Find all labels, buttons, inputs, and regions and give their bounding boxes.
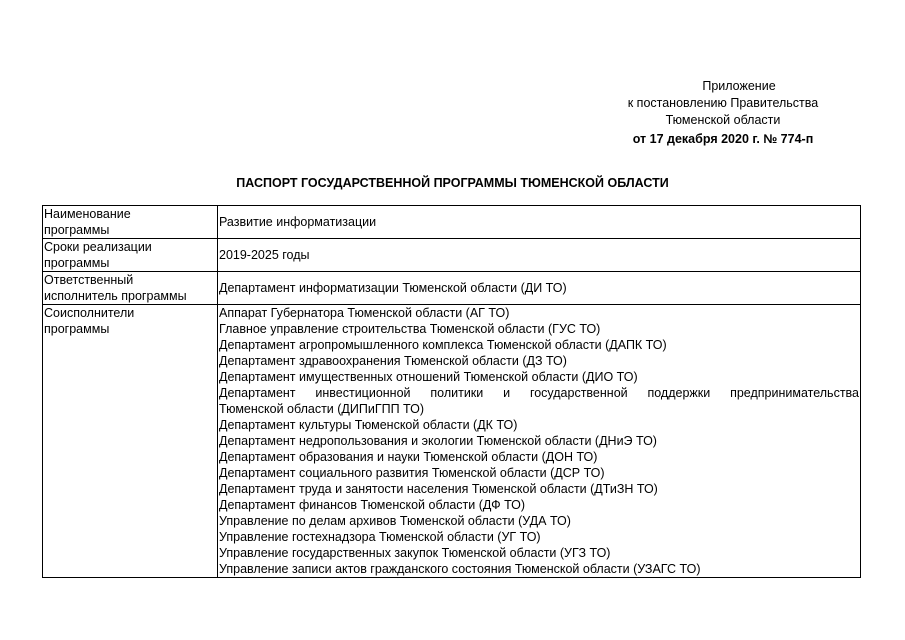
value-co-executors-list — [218, 305, 861, 578]
list-item: Департамент агропромышленного комплекса Тюменской области (ДАПК ТО) — [219, 338, 667, 352]
label-responsible-executor: Ответственный исполнитель программы — [43, 272, 218, 305]
list-item: Департамент образования и науки Тюменской области (ДОН ТО) — [219, 450, 598, 464]
value-responsible-executor: Департамент информатизации Тюменской области (ДИ ТО) — [218, 272, 861, 305]
table-row-program-name — [43, 206, 861, 239]
document-title: ПАСПОРТ ГОСУДАРСТВЕННОЙ ПРОГРАММЫ ТЮМЕНСКОЙ ОБЛАСТИ — [236, 176, 669, 190]
list-item: Управление государственных закупок Тюменской области (УГЗ ТО) — [219, 546, 611, 560]
appendix-caption: Приложение — [702, 79, 776, 93]
table-row-program-period — [43, 239, 861, 272]
list-item: Департамент недропользования и экологии Тюменской области (ДНиЭ ТО) — [219, 434, 657, 448]
label-co-executors: Соисполнители программы — [43, 305, 218, 578]
list-item: Управление записи актов гражданского состояния Тюменской области (УЗАГС ТО) — [219, 562, 701, 576]
list-item: Департамент труда и занятости населения Тюменской области (ДТиЗН ТО) — [219, 482, 658, 496]
list-item: Департамент культуры Тюменской области (ДК ТО) — [219, 418, 518, 432]
table-row-responsible-executor — [43, 272, 861, 305]
list-item: Департамент инвестиционной политики и государственной поддержки предпринимательства — [219, 386, 859, 400]
list-item: Аппарат Губернатора Тюменской области (АГ ТО) — [219, 306, 510, 320]
program-passport-table — [42, 205, 861, 578]
list-item-continuation: Тюменской области (ДИПиГПП ТО) — [219, 402, 425, 416]
value-program-period: 2019-2025 годы — [218, 239, 861, 272]
label-program-period: Сроки реализации программы — [43, 239, 218, 272]
appendix-region-line: Тюменской области — [665, 113, 781, 127]
value-program-name: Развитие информатизации — [218, 206, 861, 239]
list-item: Департамент здравоохранения Тюменской области (ДЗ ТО) — [219, 354, 567, 368]
list-item: Департамент имущественных отношений Тюменской области (ДИО ТО) — [219, 370, 638, 384]
list-item: Департамент социального развития Тюменской области (ДСР ТО) — [219, 466, 605, 480]
list-item: Департамент финансов Тюменской области (ДФ ТО) — [219, 498, 526, 512]
list-item: Управление по делам архивов Тюменской области (УДА ТО) — [219, 514, 571, 528]
list-item: Управление гостехнадзора Тюменской области (УГ ТО) — [219, 530, 541, 544]
list-item: Главное управление строительства Тюменской области (ГУС ТО) — [219, 322, 601, 336]
appendix-date-number: от 17 декабря 2020 г. № 774-п — [632, 132, 814, 146]
appendix-resolution-line: к постановлению Правительства — [627, 96, 819, 110]
table-row-co-executors — [43, 305, 861, 578]
label-program-name: Наименование программы — [43, 206, 218, 239]
appendix-block — [593, 78, 853, 148]
